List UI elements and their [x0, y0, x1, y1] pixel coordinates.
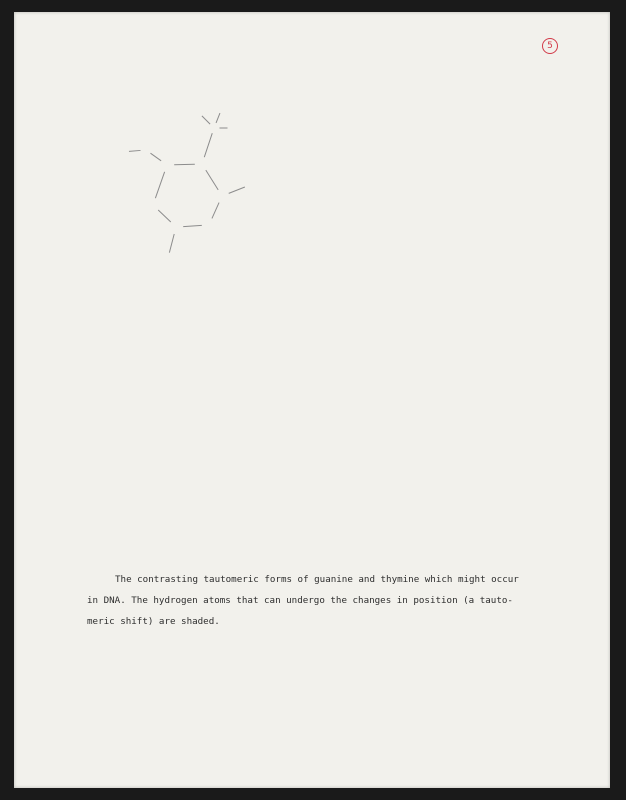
caption-line-3: meric shift) are shaded.	[87, 616, 220, 627]
caption-line-2: in DNA. The hydrogen atoms that can undergo the changes in position (a tauto-	[87, 595, 513, 606]
figure-caption	[87, 569, 557, 632]
page-number-badge: 5	[542, 38, 558, 54]
bond-line	[150, 153, 161, 161]
bond-line	[155, 172, 164, 198]
tautomer-diagram	[14, 12, 610, 788]
bond-line	[129, 150, 141, 151]
bond-line	[206, 170, 218, 190]
document-page	[14, 12, 610, 788]
bond-line	[229, 187, 245, 193]
bond-line	[183, 225, 202, 226]
bond-line	[202, 116, 210, 124]
bond-line	[174, 164, 195, 165]
bond-line	[204, 133, 212, 157]
bond-line	[158, 210, 171, 222]
bond-line	[169, 234, 174, 253]
bond-line	[216, 113, 220, 123]
caption-line-1: The contrasting tautomeric forms of guanine and thymine which might occur	[115, 574, 519, 585]
bond-line	[212, 203, 219, 219]
diagram-layer	[129, 113, 245, 253]
